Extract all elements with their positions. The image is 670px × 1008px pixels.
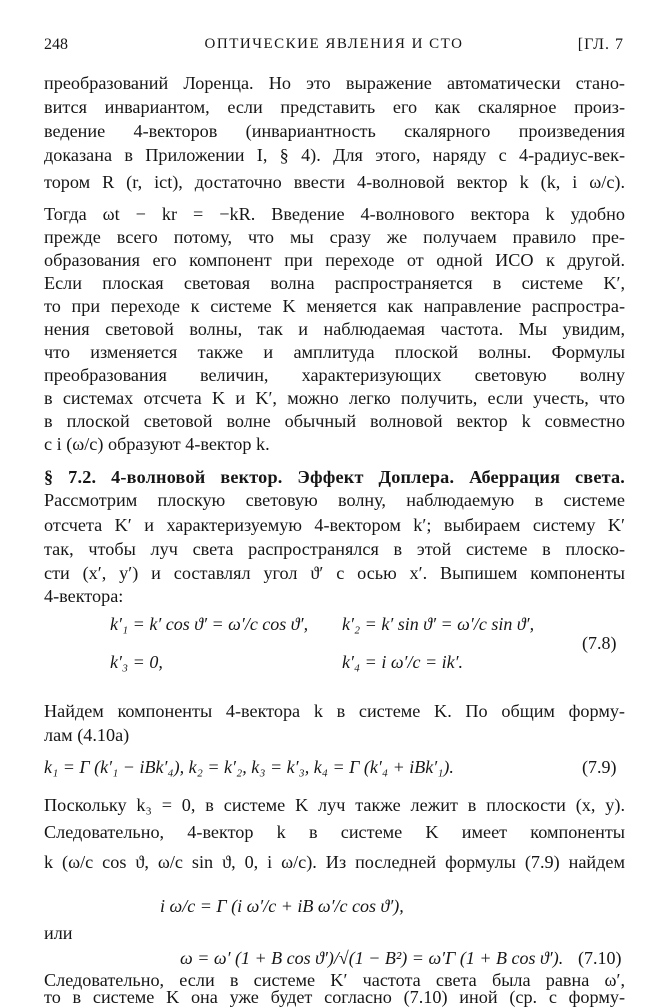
text-line: лам (4.10а) [44, 725, 130, 745]
equation-7-8-k4: k′₄ = i ω′/c = ik′. [342, 652, 464, 672]
text-line: преобразования величин, характеризующих световую волну [44, 365, 625, 385]
text-line: Тогда ωt − kr = −kR. Введение 4-волнового вектора k удобно [44, 204, 625, 224]
text-line: Следовательно, если в системе K′ частота света была равна ω′, [44, 970, 625, 990]
text-line: Поскольку k₃ = 0, в системе K луч также лежит в плоскости (x, y). [44, 795, 625, 815]
text-line: то в системе K она уже будет согласно (7.10) иной (ср. с форму- [44, 987, 625, 1007]
equation-7-9: k₁ = Γ (k′₁ − iBk′₄), k₂ = k′₂, k₃ = k′₃, k₄ = Γ (k′₄ + iBk′₁). [44, 757, 454, 777]
equation-number: (7.8) [582, 633, 617, 653]
text-line: Найдем компоненты 4-вектора k в системе K. По общим форму- [44, 701, 625, 721]
text-line: то при переходе к системе K меняется как направление распростра- [44, 296, 625, 316]
running-title: ОПТИЧЕСКИЕ ЯВЛЕНИЯ И СТО [204, 36, 464, 52]
text-line: 4-вектора: [44, 586, 124, 606]
text-line: ведение 4-векторов (инвариантность скалярного произведения [44, 121, 625, 141]
section-heading: § 7.2. 4-волновой вектор. Эффект Доплера. Аберрация света. [44, 467, 625, 487]
text-line: в плоской световой волне обычный волновой вектор k совместно [44, 411, 625, 431]
text-line: тором R (r, ict), достаточно ввести 4-волновой вектор k (k, i ω/c). [44, 172, 625, 192]
text-line: k (ω/c cos ϑ, ω/c sin ϑ, 0, i ω/c). Из последней формулы (7.9) найдем [44, 852, 625, 872]
text-line: Рассмотрим плоскую световую волну, наблюдаемую в системе [44, 490, 625, 510]
equation-number: (7.10) [578, 948, 622, 968]
equation-7-8-k2: k′₂ = k′ sin ϑ′ = ω′/c sin ϑ′, [342, 614, 535, 634]
text-line: прежде всего потому, что мы сразу же получаем правило пре- [44, 227, 625, 247]
text-line: Если плоская световая волна распространяется в системе K′, [44, 273, 625, 293]
text-line: или [44, 923, 73, 943]
equation-number: (7.9) [582, 757, 617, 777]
text-line: Следовательно, 4-вектор k в системе K имеет компоненты [44, 822, 625, 842]
equation-frequency: i ω/c = Γ (i ω′/c + iB ω′/c cos ϑ′), [160, 896, 404, 916]
text-line: так, чтобы луч света распространялся в этой системе в плоско- [44, 539, 625, 559]
text-line: с i (ω/c) образуют 4-вектор k. [44, 434, 270, 454]
page-header [44, 36, 624, 60]
text-line: нения световой волны, так и наблюдаемая частота. Мы увидим, [44, 319, 625, 339]
text-line: отсчета K′ и характеризуемую 4-вектором k′; выбираем систему K′ [44, 515, 625, 535]
page-number: 248 [44, 36, 68, 53]
text-line: вится инвариантом, если представить его как скалярное произ- [44, 97, 625, 117]
equation-7-10: ω = ω′ (1 + B cos ϑ′)/√(1 − B²) = ω′Γ (1 + B cos ϑ′). [180, 948, 564, 968]
text-line: доказана в Приложении I, § 4). Для этого, наряду с 4-радиус-век- [44, 145, 625, 165]
text-line: что изменяется также и амплитуда плоской волны. Формулы [44, 342, 625, 362]
text-line: сти (x′, y′) и составлял угол ϑ′ с осью x′. Выпишем компоненты [44, 563, 625, 583]
text-line: преобразований Лоренца. Но это выражение автоматически стано- [44, 73, 625, 93]
chapter-label: [ГЛ. 7 [577, 36, 624, 53]
text-line: в системах отсчета K и K′, можно легко получить, если учесть, что [44, 388, 625, 408]
equation-7-8-k1: k′₁ = k′ cos ϑ′ = ω′/c cos ϑ′, [110, 614, 309, 634]
text-line: образования его компонент при переходе от одной ИСО к другой. [44, 250, 625, 270]
equation-7-8-k3: k′₃ = 0, [110, 652, 163, 672]
